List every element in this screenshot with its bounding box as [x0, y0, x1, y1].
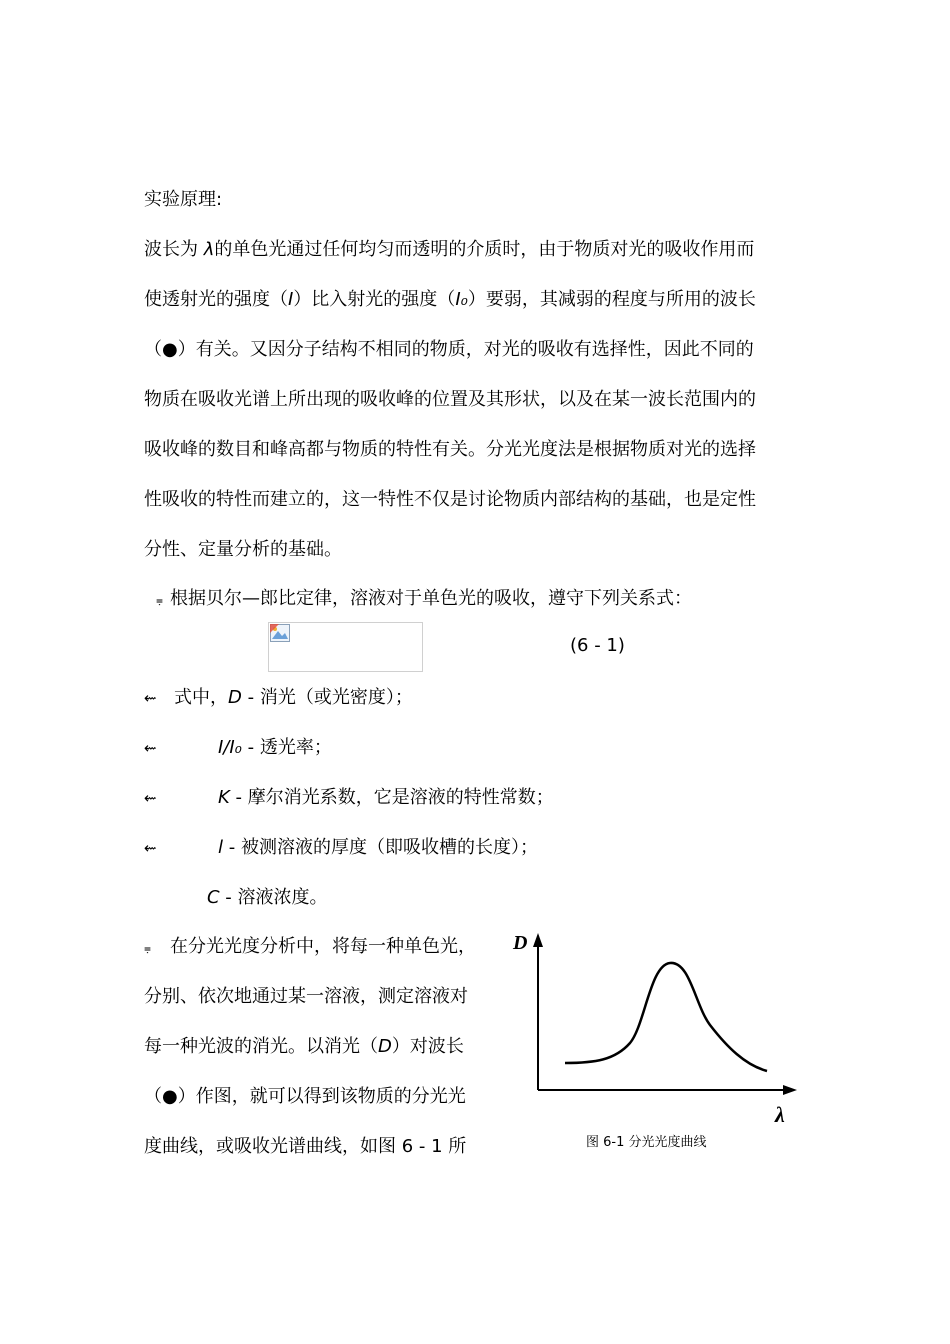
law-statement	[156, 587, 692, 612]
x-axis-arrow-icon	[783, 1085, 797, 1095]
paragraph1-line-3	[144, 338, 754, 362]
paragraph2-line-4	[144, 1085, 466, 1109]
wavelength-symbol: ●	[162, 339, 178, 360]
definition-text: - 消光（或光密度）；	[241, 687, 413, 708]
list-bullet-icon: ⩦	[144, 941, 152, 955]
definition-symbol: I/I₀	[218, 737, 242, 758]
text-segment: ）作图，就可以得到该物质的分光光	[177, 1086, 466, 1107]
definition-text: - 溶液浓度。	[219, 887, 328, 908]
intensity-symbol: I	[288, 289, 294, 310]
lambda-symbol: λ	[203, 239, 215, 260]
text-segment: （	[144, 1086, 162, 1107]
definition-symbol: K	[218, 787, 230, 808]
text-segment: 分性、定量分析的基础。	[144, 539, 342, 560]
arrow-bullet-icon: ⇜	[144, 789, 157, 807]
equation-number: (6 - 1)	[570, 635, 625, 656]
x-axis-label: λ	[775, 1102, 785, 1125]
text-segment: （	[144, 339, 162, 360]
paragraph2-line-2	[144, 985, 468, 1009]
definition-l	[144, 836, 538, 860]
paragraph1-line-6	[144, 488, 756, 512]
definition-text: - 被测溶液的厚度（即吸收槽的长度）；	[223, 837, 538, 858]
definition-prefix: 式中，	[174, 687, 228, 708]
text-segment: ）对波长	[391, 1036, 464, 1057]
law-text: 根据贝尔—郎比定律，溶液对于单色光的吸收，遵守下列关系式：	[170, 588, 692, 609]
paragraph1-line-4	[144, 388, 756, 412]
text-segment: 每一种光波的消光。以消光（	[144, 1036, 378, 1057]
text-segment: 使透射光的强度（	[144, 289, 288, 310]
text-segment: ）有关。又因分子结构不相同的物质，对光的吸收有选择性，因此不同的	[177, 339, 754, 360]
text-segment: ）要弱，其减弱的程度与所用的波长	[467, 289, 756, 310]
text-segment: 波长为	[144, 239, 204, 260]
absorption-curve	[565, 963, 767, 1071]
paragraph1-line-2	[144, 288, 756, 312]
arrow-bullet-icon: ⇜	[144, 839, 157, 857]
section-heading-text: 实验原理:	[144, 189, 223, 210]
definition-c	[207, 886, 328, 910]
incident-intensity-symbol: I₀	[455, 289, 468, 310]
text-segment: ）比入射光的强度（	[293, 289, 456, 310]
text-segment: 性吸收的特性而建立的，这一特性不仅是讨论物质内部结构的基础，也是定性	[144, 489, 756, 510]
wavelength-symbol: ●	[162, 1086, 178, 1107]
text-segment: 分别、依次地通过某一溶液，测定溶液对	[144, 986, 468, 1007]
definition-symbol: l	[218, 837, 224, 858]
paragraph1-line-1	[144, 238, 754, 262]
paragraph2-line-5	[144, 1135, 466, 1159]
definition-k	[144, 786, 554, 810]
paragraph1-line-7	[144, 538, 342, 562]
definition-d	[144, 686, 413, 710]
figure-caption: 图 6-1 分光光度曲线	[586, 1135, 707, 1150]
definition-text: - 摩尔消光系数，它是溶液的特性常数；	[229, 787, 554, 808]
y-axis-arrow-icon	[533, 933, 543, 947]
text-segment: 在分光光度分析中，将每一种单色光，	[170, 936, 476, 957]
paragraph2-line-3	[144, 1035, 464, 1059]
list-bullet-icon: ⩦	[156, 593, 164, 607]
paragraph2-line-1	[144, 935, 476, 960]
definition-symbol: D	[228, 687, 242, 708]
text-segment: 的单色光通过任何均匀而透明的介质时，由于物质对光的吸收作用而	[214, 239, 755, 260]
text-segment: 吸收峰的数目和峰高都与物质的特性有关。分光光度法是根据物质对光的选择	[144, 439, 756, 460]
broken-image-icon	[270, 624, 290, 642]
y-axis-label: D	[513, 932, 528, 954]
text-segment: 物质在吸收光谱上所出现的吸收峰的位置及其形状，以及在某一波长范围内的	[144, 389, 756, 410]
arrow-bullet-icon: ⇜	[144, 739, 157, 757]
text-segment: 度曲线，或吸收光谱曲线，如图 6 - 1 所	[144, 1136, 467, 1157]
equation-image	[268, 622, 423, 672]
paragraph1-line-5	[144, 438, 756, 462]
definition-symbol: C	[207, 887, 220, 908]
definition-transmittance	[144, 736, 332, 760]
absorption-curve-figure	[505, 925, 805, 1125]
definition-text: - 透光率；	[241, 737, 332, 758]
extinction-symbol: D	[378, 1036, 392, 1057]
arrow-bullet-icon: ⇜	[144, 689, 157, 707]
section-heading	[144, 188, 222, 212]
